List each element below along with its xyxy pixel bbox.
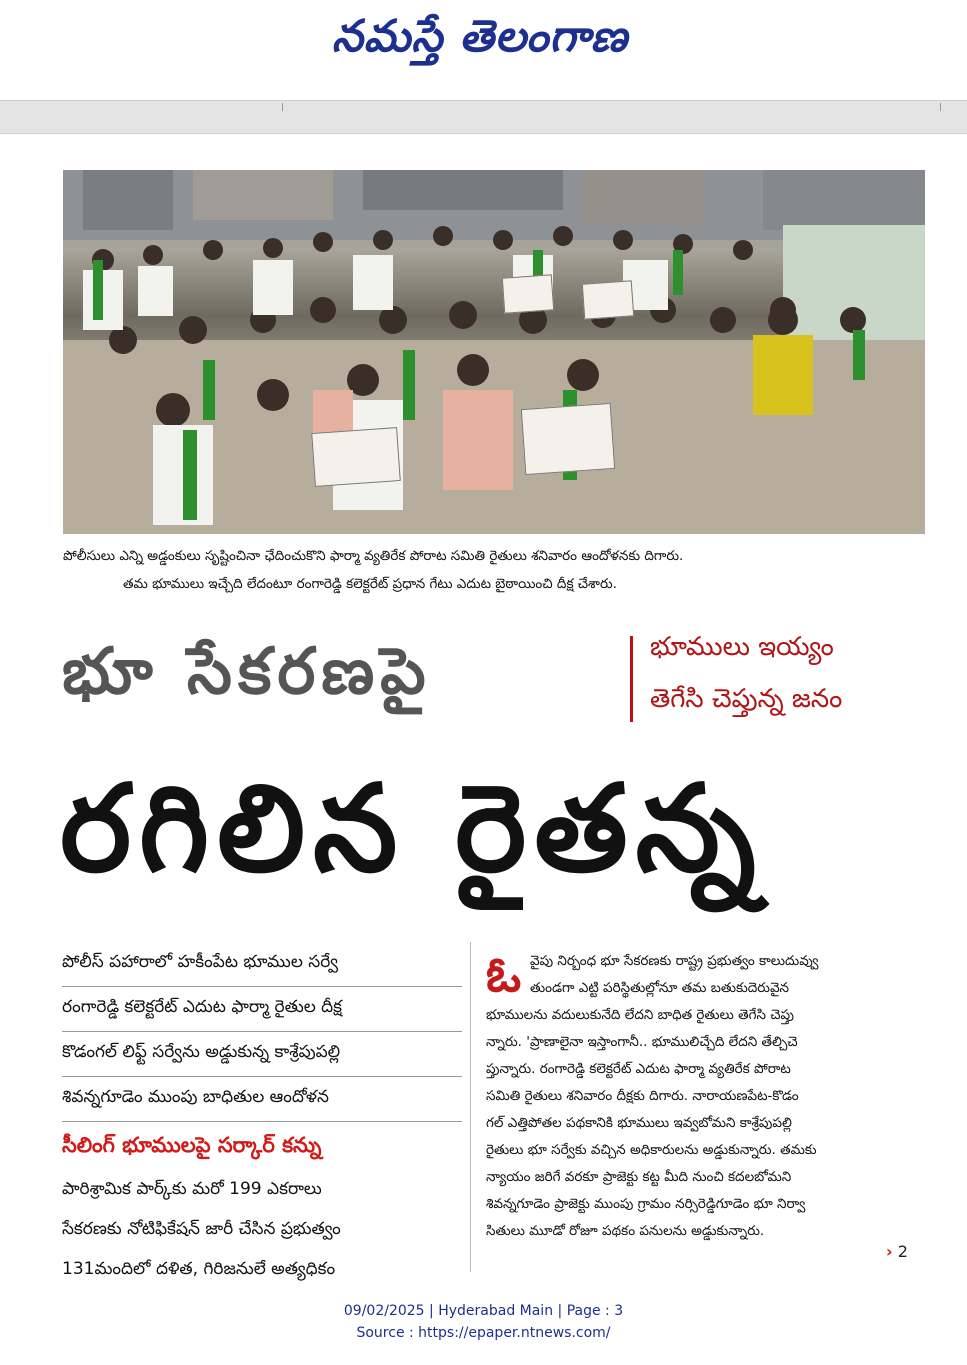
body-line: ప్తున్నారు. రంగారెడ్డి కలెక్టరేట్ ఎదుట ఫార్మా వ్యతిరేక పోరాట bbox=[486, 1061, 791, 1077]
body-line: సితులు మూడో రోజూ పథకం పనులను అడ్డుకున్నారు. bbox=[486, 1223, 765, 1239]
highlight-item: కొడంగల్ లిఫ్ట్ సర్వేను అడ్డుకున్న కాశ్రేపుపల్లి bbox=[62, 1032, 462, 1077]
source-link[interactable]: Source : https://epaper.ntnews.com/ bbox=[356, 1325, 611, 1341]
continued-page-number: 2 bbox=[897, 1242, 908, 1261]
highlight-item: శివన్నగూడెం ముంపు బాధితుల ఆందోళన bbox=[62, 1077, 462, 1122]
body-line: న్నారు. 'ప్రాణాలైనా ఇస్తాంగానీ.. భూములిచ్చేది లేదని తేల్చిచె bbox=[486, 1034, 798, 1050]
headline-kicker: భూ సేకరణపై bbox=[62, 635, 432, 709]
body-line: సమితి రైతులు శనివారం దీక్షకు దిగారు. నారాయణపేట-కొడం bbox=[486, 1088, 799, 1104]
sub-headline-line: సేకరణకు నోటిఫికేషన్ జారీ చేసిన ప్రభుత్వం bbox=[62, 1219, 341, 1239]
highlights-column bbox=[62, 942, 462, 1290]
photo-caption-line: తమ భూములు ఇచ్చేది లేదంటూ రంగారెడ్డి కలెక్టరేట్ ప్రధాన గేటు ఎదుట బైఠాయించి దీక్ష చేశారు. bbox=[123, 576, 617, 592]
protest-placard bbox=[521, 403, 615, 475]
column-divider bbox=[470, 942, 471, 1272]
protest-placard bbox=[311, 427, 401, 487]
masthead bbox=[0, 0, 967, 100]
band-tick bbox=[940, 103, 941, 111]
body-line: రైతులు భూ సర్వేకు వచ్చిన అధికారులను అడ్డుకున్నారు. తమకు bbox=[486, 1142, 817, 1158]
body-line: వైపు నిర్బంధ భూ సేకరణకు రాష్ట్ర ప్రభుత్వం కాలుదువ్వు bbox=[530, 953, 819, 969]
side-rule bbox=[630, 636, 633, 722]
newspaper-logo: నమస్తే తెలంగాణ bbox=[331, 11, 629, 62]
side-deck-line: తెగేసి చెప్తున్న జనం bbox=[650, 684, 843, 714]
article-body bbox=[486, 948, 926, 1245]
sub-headline-line: పారిశ్రామిక పార్క్‌కు మరో 199 ఎకరాలు bbox=[62, 1179, 322, 1199]
continued-on-page bbox=[886, 1242, 908, 1261]
body-line: తుండగా ఎట్టి పరిస్థితుల్లోనూ తమ బతుకుదెరువైన bbox=[530, 980, 790, 996]
edition-info: 09/02/2025 | Hyderabad Main | Page : 3 bbox=[343, 1303, 624, 1319]
body-line: గల్ ఎత్తిపోతల పథకానికి భూములు ఇవ్వబోమని కాశ్రేపుపల్లి bbox=[486, 1115, 792, 1131]
highlight-item: పోలీస్ పహారాలో హకీంపేట భూముల సర్వే bbox=[62, 942, 462, 987]
side-deck-line: భూములు ఇయ్యం bbox=[650, 632, 834, 662]
page-footer bbox=[0, 1300, 967, 1344]
sub-headline: సీలింగ్ భూములపై సర్కార్ కన్ను bbox=[62, 1133, 322, 1157]
protest-photo bbox=[63, 170, 925, 534]
page-header-band bbox=[0, 100, 967, 134]
photo-caption bbox=[63, 542, 925, 598]
sub-headline-line: 131మందిలో దళిత, గిరిజనులే అత్యధికం bbox=[62, 1259, 336, 1279]
photo-caption-line: పోలీసులు ఎన్ని అడ్డంకులు సృష్టించినా ఛేదించుకొని ఫార్మా వ్యతిరేక పోరాట సమితి రైతులు శనివారం ఆందోళనకు దిగారు. bbox=[63, 548, 684, 564]
body-line: న్యాయం జరిగే వరకూ ప్రాజెక్టు కట్ట మీది నుంచి కదలబోమని bbox=[486, 1169, 792, 1185]
protest-placard bbox=[582, 280, 634, 319]
main-headline: రగిలిన రైతన్న bbox=[60, 760, 764, 899]
highlight-item: రంగారెడ్డి కలెక్టరేట్ ఎదుట ఫార్మా రైతుల దీక్ష bbox=[62, 987, 462, 1032]
body-line: భూములను వదులుకునేది లేదని బాధిత రైతులు తెగేసి చెప్తు bbox=[486, 1007, 795, 1023]
protest-placard bbox=[502, 274, 554, 313]
continued-arrow-icon: › bbox=[886, 1242, 893, 1261]
band-tick bbox=[282, 103, 283, 111]
protest-photo-illustration bbox=[63, 170, 925, 534]
drop-cap: ఓ bbox=[486, 947, 522, 1003]
body-line: శివన్నగూడెం ప్రాజెక్టు ముంపు గ్రామం నర్సిరెడ్డిగూడెం భూ నిర్వా bbox=[486, 1196, 806, 1212]
